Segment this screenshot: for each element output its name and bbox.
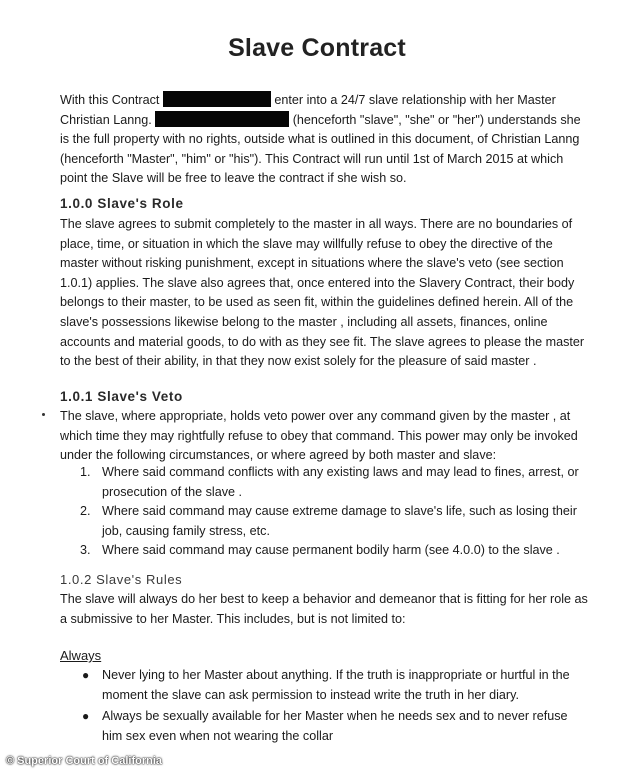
redaction-bar — [155, 111, 289, 127]
rules-bullet-list — [78, 666, 588, 748]
list-item — [80, 541, 600, 561]
list-number: 3. — [80, 543, 91, 558]
veto-list — [80, 463, 600, 561]
section-heading-veto: 1.0.1 Slave's Veto — [60, 389, 183, 404]
intro-text-3: (henceforth "slave", "she" or "her") understands she is the full property with no rights, outside what is outlined in this document, of Christian Lanng (henceforth "Master", "him" or "his"). This Contract will run until 1st of March 2015 at which point the Slave will be free to leave the contract if she wish so. — [60, 112, 581, 186]
intro-text-2: enter into a 24/7 slave relationship with her Master Christian Lanng. — [60, 93, 556, 127]
intro-paragraph — [60, 91, 590, 189]
list-text: Where said command may cause permanent bodily harm (see 4.0.0) to the slave . — [102, 543, 560, 558]
section-heading-rules: 1.0.2 Slave's Rules — [60, 572, 183, 587]
list-number: 2. — [80, 504, 91, 519]
document-title: Slave Contract — [228, 34, 406, 62]
list-text: Where said command may cause extreme damage to slave's life, such as losing their job, causing family stress, etc. — [102, 504, 577, 538]
intro-text-1: With this Contract — [60, 93, 163, 107]
section-heading-role: 1.0.0 Slave's Role — [60, 196, 184, 211]
list-number: 1. — [80, 465, 91, 479]
section-body-rules: The slave will always do her best to keep a behavior and demeanor that is fitting for her role as a submissive to her Master. This includes, but is not limited to: — [60, 592, 588, 626]
image-credit: © Superior Court of California — [6, 755, 162, 767]
list-text: Never lying to her Master about anything. If the truth is inappropriate or hurtful in the moment the slave can ask permission to instead write the truth in her diary. — [102, 668, 570, 702]
list-item — [78, 707, 588, 746]
list-text: Where said command conflicts with any existing laws and may lead to fines, arrest, or prosecution of the slave . — [102, 465, 579, 499]
list-item — [80, 502, 600, 541]
bullet-icon: ● — [82, 668, 90, 682]
subheading-always: Always — [60, 648, 102, 663]
list-item — [80, 463, 600, 502]
list-item — [78, 666, 588, 705]
list-text: Always be sexually available for her Master when he needs sex and to never refuse him sex even when not wearing the collar — [102, 709, 568, 743]
bullet-icon: ● — [82, 709, 90, 724]
redaction-bar — [163, 91, 271, 107]
section-body-veto: The slave, where appropriate, holds veto power over any command given by the master , at which time they may rightfully refuse to obey that command. This power may only be invoked under the following circumstances, or where agreed by both master and slave: — [60, 409, 578, 463]
scan-speck — [42, 413, 45, 416]
section-body-role: The slave agrees to submit completely to the master in all ways. There are no boundaries of place, time, or situation in which the slave may willfully refuse to obey the directive of the master without risking punishment, except in situations where the slave's veto (see section 1.0.1) applies. The slave also agrees that, once entered into the Slavery Contract, their body belongs to their master, to be used as seen fit, within the guidelines defined herein. All of the slave's possessions likewise belong to the master , including all assets, finances, online accounts and material goods, to do with as they see fit. The slave agrees to please the master to the best of their ability, in that they now exist solely for the pleasure of said master . — [60, 217, 585, 369]
